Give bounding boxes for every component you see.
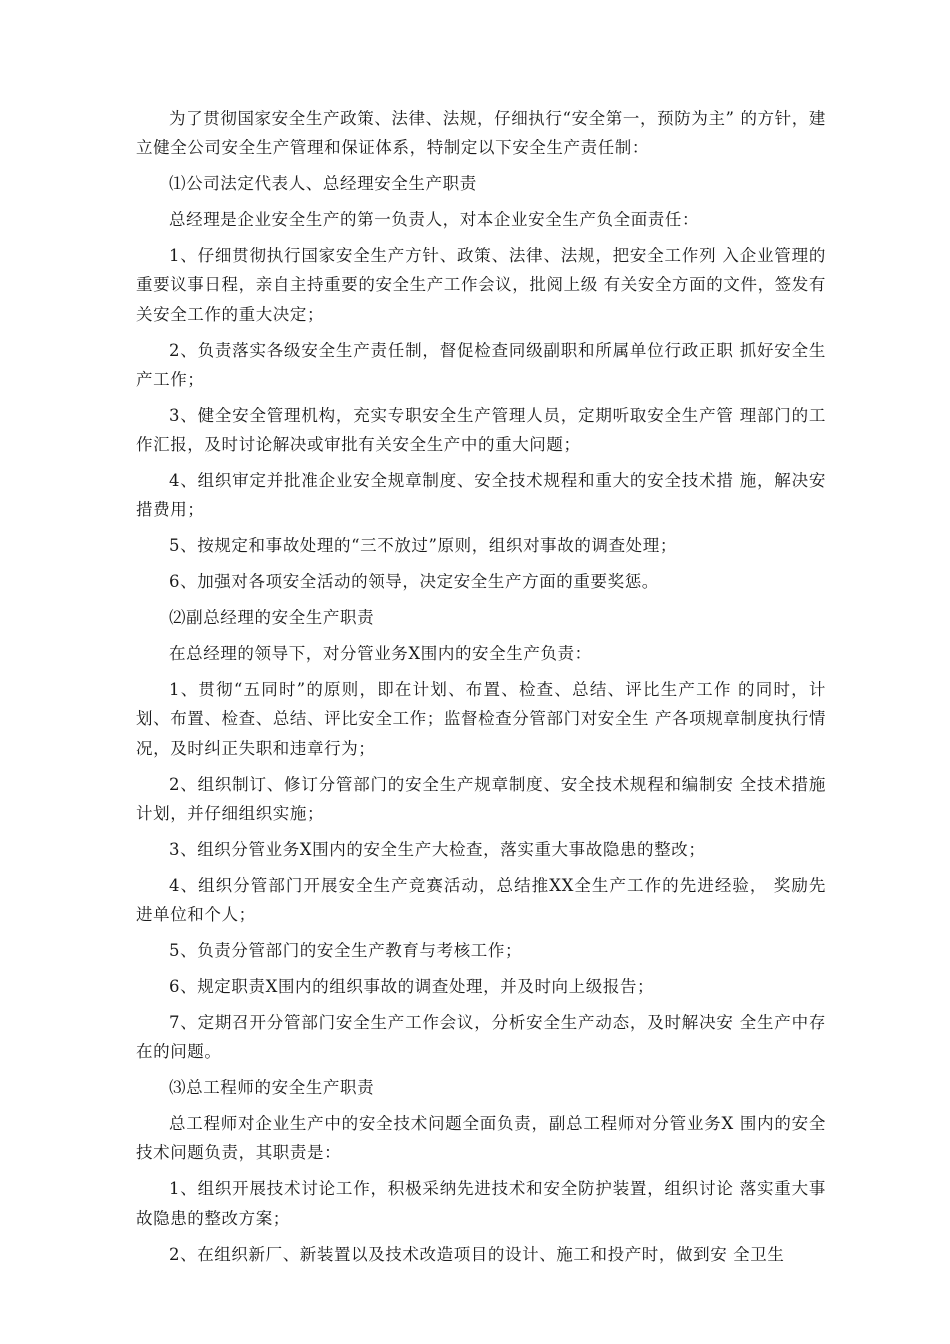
- list-item: 1、组织开展技术讨论工作，积极采纳先进技术和安全防护装置，组织讨论 落实重大事故隐患的整改方案；: [136, 1179, 826, 1228]
- list-item: 1、贯彻“五同时”的原则，即在计划、布置、检查、总结、评比生产工作 的同时，计划、布置、检查、总结、评比安全工作；监督检查分管部门对安全生 产各项规章制度执行情况，及时纠正失职和违章行为；: [136, 680, 826, 758]
- section-heading-1: ⑴公司法定代表人、总经理安全生产职责: [169, 174, 477, 194]
- list-item: 2、在组织新厂、新装置以及技术改造项目的设计、施工和投产时，做到安 全卫生: [169, 1244, 785, 1264]
- list-item: 5、负责分管部门的安全生产教育与考核工作；: [169, 941, 523, 961]
- list-item: 3、组织分管业务X围内的安全生产大检查，落实重大事故隐患的整改；: [169, 839, 706, 859]
- paragraph: 总经理是企业安全生产的第一负责人，对本企业安全生产负全面责任：: [169, 210, 700, 230]
- list-item: 3、健全安全管理机构，充实专职安全生产管理人员，定期听取安全生产管 理部门的工作汇报，及时讨论解决或审批有关安全生产中的重大问题；: [136, 405, 826, 455]
- list-item: 6、规定职责X围内的组织事故的调查处理，并及时向上级报告；: [169, 977, 655, 997]
- section-heading-3: ⑶总工程师的安全生产职责: [169, 1078, 375, 1098]
- document-body: [136, 104, 826, 1269]
- list-item: 1、仔细贯彻执行国家安全生产方针、政策、法律、法规，把安全工作列 入企业管理的重要议事日程，亲自主持重要的安全生产工作会议，批阅上级 有关安全方面的文件，签发有关安全工作的重大决定；: [136, 246, 826, 324]
- list-item: 4、组织分管部门开展安全生产竞赛活动，总结推XX全生产工作的先进经验， 奖励先进单位和个人；: [136, 875, 826, 925]
- list-item: 2、组织制订、修订分管部门的安全生产规章制度、安全技术规程和编制安 全技术措施计划，并仔细组织实施；: [136, 774, 826, 823]
- paragraph: 总工程师对企业生产中的安全技术问题全面负责，副总工程师对分管业务X 围内的安全技术问题负责，其职责是：: [136, 1114, 826, 1163]
- list-item: 6、加强对各项安全活动的领导，决定安全生产方面的重要奖惩。: [169, 572, 659, 592]
- paragraph: 在总经理的领导下，对分管业务X围内的安全生产负责：: [169, 644, 592, 664]
- list-item: 7、定期召开分管部门安全生产工作会议，分析安全生产动态，及时解决安 全生产中存在的问题。: [136, 1013, 826, 1062]
- paragraph-intro: 为了贯彻国家安全生产政策、法律、法规，仔细执行“安全第一，预防为主” 的方针，建立健全公司安全生产管理和保证体系，特制定以下安全生产责任制：: [136, 109, 826, 158]
- section-heading-2: ⑵副总经理的安全生产职责: [169, 608, 375, 628]
- list-item: 5、按规定和事故处理的“三不放过”原则，组织对事故的调查处理；: [169, 536, 677, 556]
- list-item: 4、组织审定并批准企业安全规章制度、安全技术规程和重大的安全技术措 施，解决安措费用；: [136, 471, 826, 520]
- list-item: 2、负责落实各级安全生产责任制，督促检查同级副职和所属单位行政正职 抓好安全生产工作；: [136, 340, 826, 389]
